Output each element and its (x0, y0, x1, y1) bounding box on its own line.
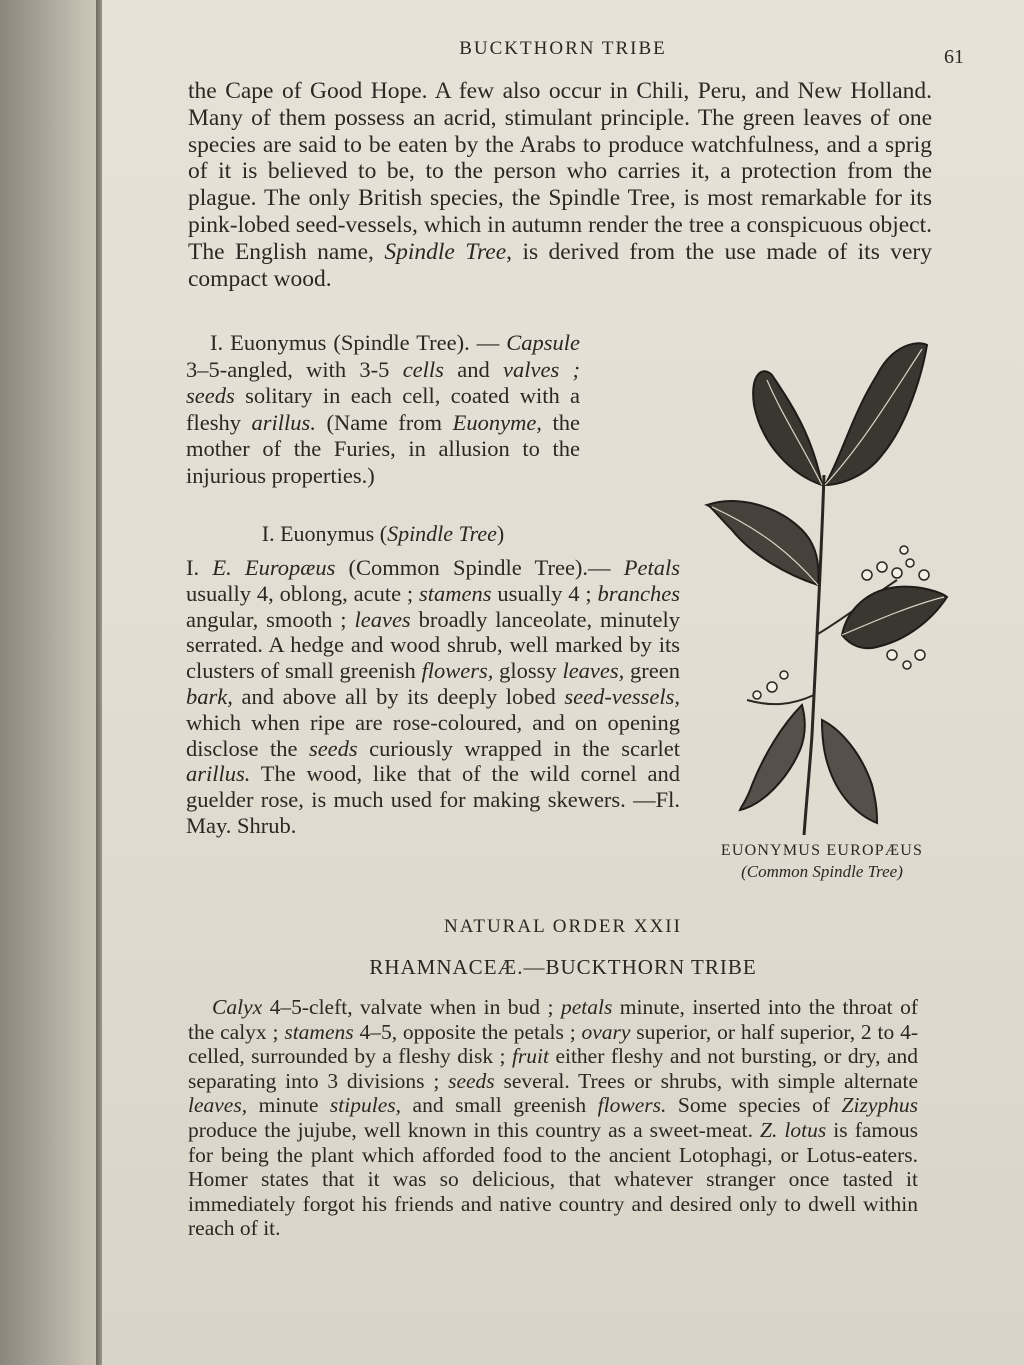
species-description (186, 555, 680, 839)
species_text-run: and above all by its deeply lobed (232, 683, 565, 709)
family_text-run: produce the jujube, well known in this country as a sweet-meat. (188, 1117, 761, 1142)
family_text-run: 4–5, opposite the petals ; (353, 1019, 582, 1044)
genus-heading (186, 521, 580, 547)
family_text-run: Zizyphus (841, 1093, 919, 1118)
family_text-run: minute, inserted into the throat of the calyx ; (188, 995, 918, 1044)
species_text-run: seed-vessels, (564, 683, 680, 709)
family_text-run: Z. lotus (760, 1117, 827, 1142)
family_text-run: ovary (581, 1019, 631, 1044)
species_text-run: I. (186, 555, 213, 580)
family_text-run: seeds (448, 1068, 495, 1093)
family_text-run: flowers. (597, 1093, 667, 1118)
figure-caption-title: EUONYMUS EUROPÆUS (720, 842, 924, 859)
genus_note-run: Capsule (506, 330, 580, 355)
species_text-run: (Common Spindle Tree).— (335, 555, 624, 580)
species_text-run: branches (597, 580, 681, 606)
species_text-run: leaves, (562, 658, 625, 684)
species_text-run: E. Europæus (212, 555, 336, 580)
intro-run: the Cape of Good Hope. A few also occur in Chili, Peru, and New Holland. Many of them possess an acrid, stimulant principle. The green leaves of one species are said to be eaten by the Arabs to produce watchfulness, and a sprig of it is believed to be, to the person who carries it, a protection from the plague. The only British species, the Spindle Tree, is most remarkable for its pink-lobed seed-vessels, which in autumn render the tree a conspicuous object. The English name, (188, 78, 932, 265)
family_text-run: 4–5-cleft, valvate when in bud ; (262, 995, 561, 1019)
species_text-run: arillus. (186, 761, 251, 787)
species_text-run: angular, smooth ; (186, 606, 355, 632)
family-heading: RHAMNACEÆ.—BUCKTHORN TRIBE (369, 955, 757, 979)
family_text-run: stamens (284, 1019, 354, 1044)
species_text-run: green (624, 658, 681, 684)
book-page (102, 0, 1024, 1365)
family_text-run: and small greenish (401, 1093, 598, 1118)
species_text-run: leaves (354, 606, 411, 632)
family_text-run: Some species of (666, 1093, 842, 1118)
genus_note-run: valves ; seeds (186, 356, 580, 408)
family_text-run: stipules, (329, 1093, 401, 1118)
genus_note-run: (Name from (315, 409, 453, 435)
genus_note-run: and (443, 356, 503, 382)
leaf-middle-right (842, 587, 947, 649)
family_text-run: superior, or half superior, 2 to 4-celled, surrounded by a fleshy disk ; (188, 1019, 918, 1069)
intro-run: , is derived from the use made of its very compact wood. (188, 238, 933, 292)
species_text-run: broadly lanceolate, minutely serrated. A hedge and wood shrub, well marked by its clusters of small greenish (186, 606, 680, 684)
leaf-lower-right (822, 720, 877, 823)
species_text-run: The wood, like that of the wild cornel and guelder rose, is much used for making skewers. —Fl. May. Shrub. (186, 761, 680, 838)
family_text-run: fruit (511, 1044, 549, 1069)
species_text-run: flowers, (421, 658, 494, 684)
species_text-run: which when ripe are rose-coloured, and on opening disclose the (186, 709, 680, 761)
genus_heading-run: ) (496, 521, 505, 546)
species_text-run: stamens (419, 580, 492, 606)
spindle-tree-illustration (692, 335, 952, 845)
figure-caption-common-name: (Common Spindle Tree) (741, 862, 903, 881)
genus_note-run: I. Euonymus (Spindle Tree). — (210, 330, 507, 355)
family-description (188, 995, 918, 1241)
genus-description (186, 330, 580, 489)
family_text-run: petals (560, 995, 613, 1019)
species_text-run: Petals (623, 555, 680, 580)
genus_note-run: solitary in each cell, coated with a fleshy (186, 383, 580, 435)
species_text-run: bark, (186, 683, 233, 709)
family_text-run: leaves, (188, 1093, 248, 1118)
leaf-top-right (825, 343, 927, 485)
genus_note-run: cells (402, 356, 444, 382)
genus_heading-run: I. Euonymus ( (261, 521, 388, 546)
leaf-middle-left (707, 501, 819, 585)
genus_heading-run: Spindle Tree (387, 521, 497, 546)
intro-paragraph (188, 78, 932, 292)
genus_note-run: the mother of the Furies, in allusion to the injurious properties.) (186, 409, 580, 488)
genus_note-run: 3–5-angled, with 3-5 (186, 356, 403, 382)
family_text-run: Calyx (212, 995, 263, 1019)
family_text-run: either fleshy and not bursting, or dry, and separating into 3 divisions ; (188, 1044, 918, 1093)
intro-run: Spindle Tree (384, 238, 507, 265)
leaf-lower-left (740, 705, 805, 810)
family_text-run: is famous for being the plant which afforded food to the ancient Lotophagi, or Lotus-eaters. Homer states that it was so delicious, that whatever stranger once tasted it immediately forgot his friends and native country and desired only to dwell within reach of it. (188, 1117, 919, 1241)
leaf-top-left (753, 371, 822, 485)
species_text-run: seeds (308, 735, 358, 761)
family_text-run: minute (247, 1093, 330, 1118)
family_text-run: several. Trees or shrubs, with simple alternate (494, 1068, 918, 1093)
species_text-run: glossy (493, 658, 563, 684)
species_text-run: usually 4, oblong, acute ; (186, 580, 420, 606)
species_text-run: usually 4 ; (491, 580, 598, 606)
species_text-run: curiously wrapped in the scarlet (357, 735, 680, 761)
running-head: BUCKTHORN TRIBE (459, 38, 667, 59)
genus_note-run: Euonyme, (452, 409, 542, 435)
page-number: 61 (944, 46, 964, 68)
genus_note-run: arillus. (251, 409, 316, 435)
natural-order-heading: NATURAL ORDER XXII (444, 916, 682, 937)
